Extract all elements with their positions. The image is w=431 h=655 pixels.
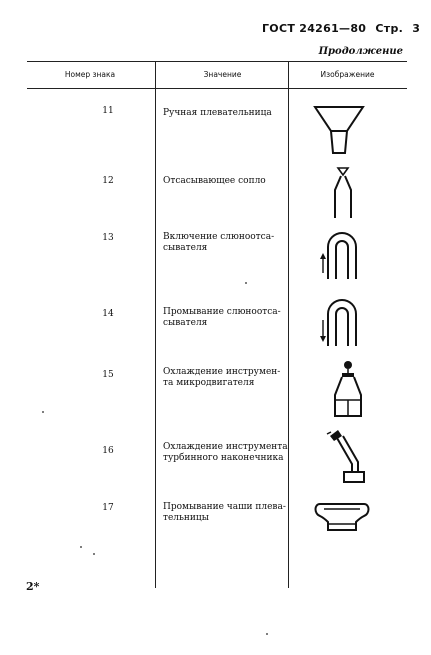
sign-meaning xyxy=(163,307,288,329)
column-header-image: Изображение xyxy=(320,70,375,79)
sign-meaning xyxy=(163,176,288,187)
column-header-meaning: Значение xyxy=(203,70,242,79)
sign-number: 12 xyxy=(102,176,114,186)
sign-meaning xyxy=(163,108,288,119)
sign-meaning xyxy=(163,367,288,389)
sign-meaning-line: Отсасывающее сопло xyxy=(163,176,266,186)
suction-nozzle-icon xyxy=(328,164,358,222)
saliva-ejector-on-icon xyxy=(320,225,364,283)
table-header-rule xyxy=(27,88,407,89)
turbine-handpiece-cooling-icon xyxy=(324,428,372,488)
continuation-label: Продолжение xyxy=(318,46,403,57)
sign-meaning-line: Ручная плевательница xyxy=(163,108,272,118)
sign-meaning xyxy=(163,232,288,254)
saliva-ejector-flush-icon xyxy=(320,292,364,352)
sign-number: 15 xyxy=(102,370,114,380)
column-header-number: Номер знака xyxy=(64,70,116,79)
sign-meaning-line: тельницы xyxy=(163,513,209,523)
funnel-icon xyxy=(312,104,368,160)
page-label: Стр. xyxy=(375,22,404,35)
sign-number: 17 xyxy=(102,503,114,513)
page-number: 3 xyxy=(412,22,421,35)
scan-speck xyxy=(245,282,247,284)
sign-number: 11 xyxy=(102,106,114,116)
sign-meaning-line: Охлаждение инструмента xyxy=(163,442,288,452)
scan-speck xyxy=(93,553,95,555)
standard-designation: ГОСТ 24261—80 xyxy=(262,22,367,35)
column-divider-1 xyxy=(155,61,156,588)
spittoon-bowl-flush-icon xyxy=(312,500,372,534)
standard-header xyxy=(262,22,425,35)
sign-meaning-line: та микродвигателя xyxy=(163,378,255,388)
sign-meaning-line: Промывание слюноотса- xyxy=(163,307,281,317)
scan-speck xyxy=(80,546,82,548)
sign-meaning xyxy=(163,442,288,464)
micromotor-cooling-icon xyxy=(330,359,366,419)
sign-meaning-line: сывателя xyxy=(163,243,208,253)
scan-speck xyxy=(266,633,268,635)
sign-meaning xyxy=(163,502,288,524)
sign-meaning-line: сывателя xyxy=(163,318,208,328)
page-mark: 2* xyxy=(26,580,40,593)
sign-meaning-line: турбинного наконечника xyxy=(163,453,284,463)
sign-number: 14 xyxy=(102,309,114,319)
table-top-rule xyxy=(27,61,407,62)
sign-meaning-line: Охлаждение инструмен- xyxy=(163,367,281,377)
sign-meaning-line: Промывание чаши плева- xyxy=(163,502,286,512)
scan-speck xyxy=(42,411,44,413)
sign-number: 16 xyxy=(102,446,114,456)
sign-meaning-line: Включение слюноотса- xyxy=(163,232,275,242)
sign-number: 13 xyxy=(102,233,114,243)
column-divider-2 xyxy=(288,61,289,588)
